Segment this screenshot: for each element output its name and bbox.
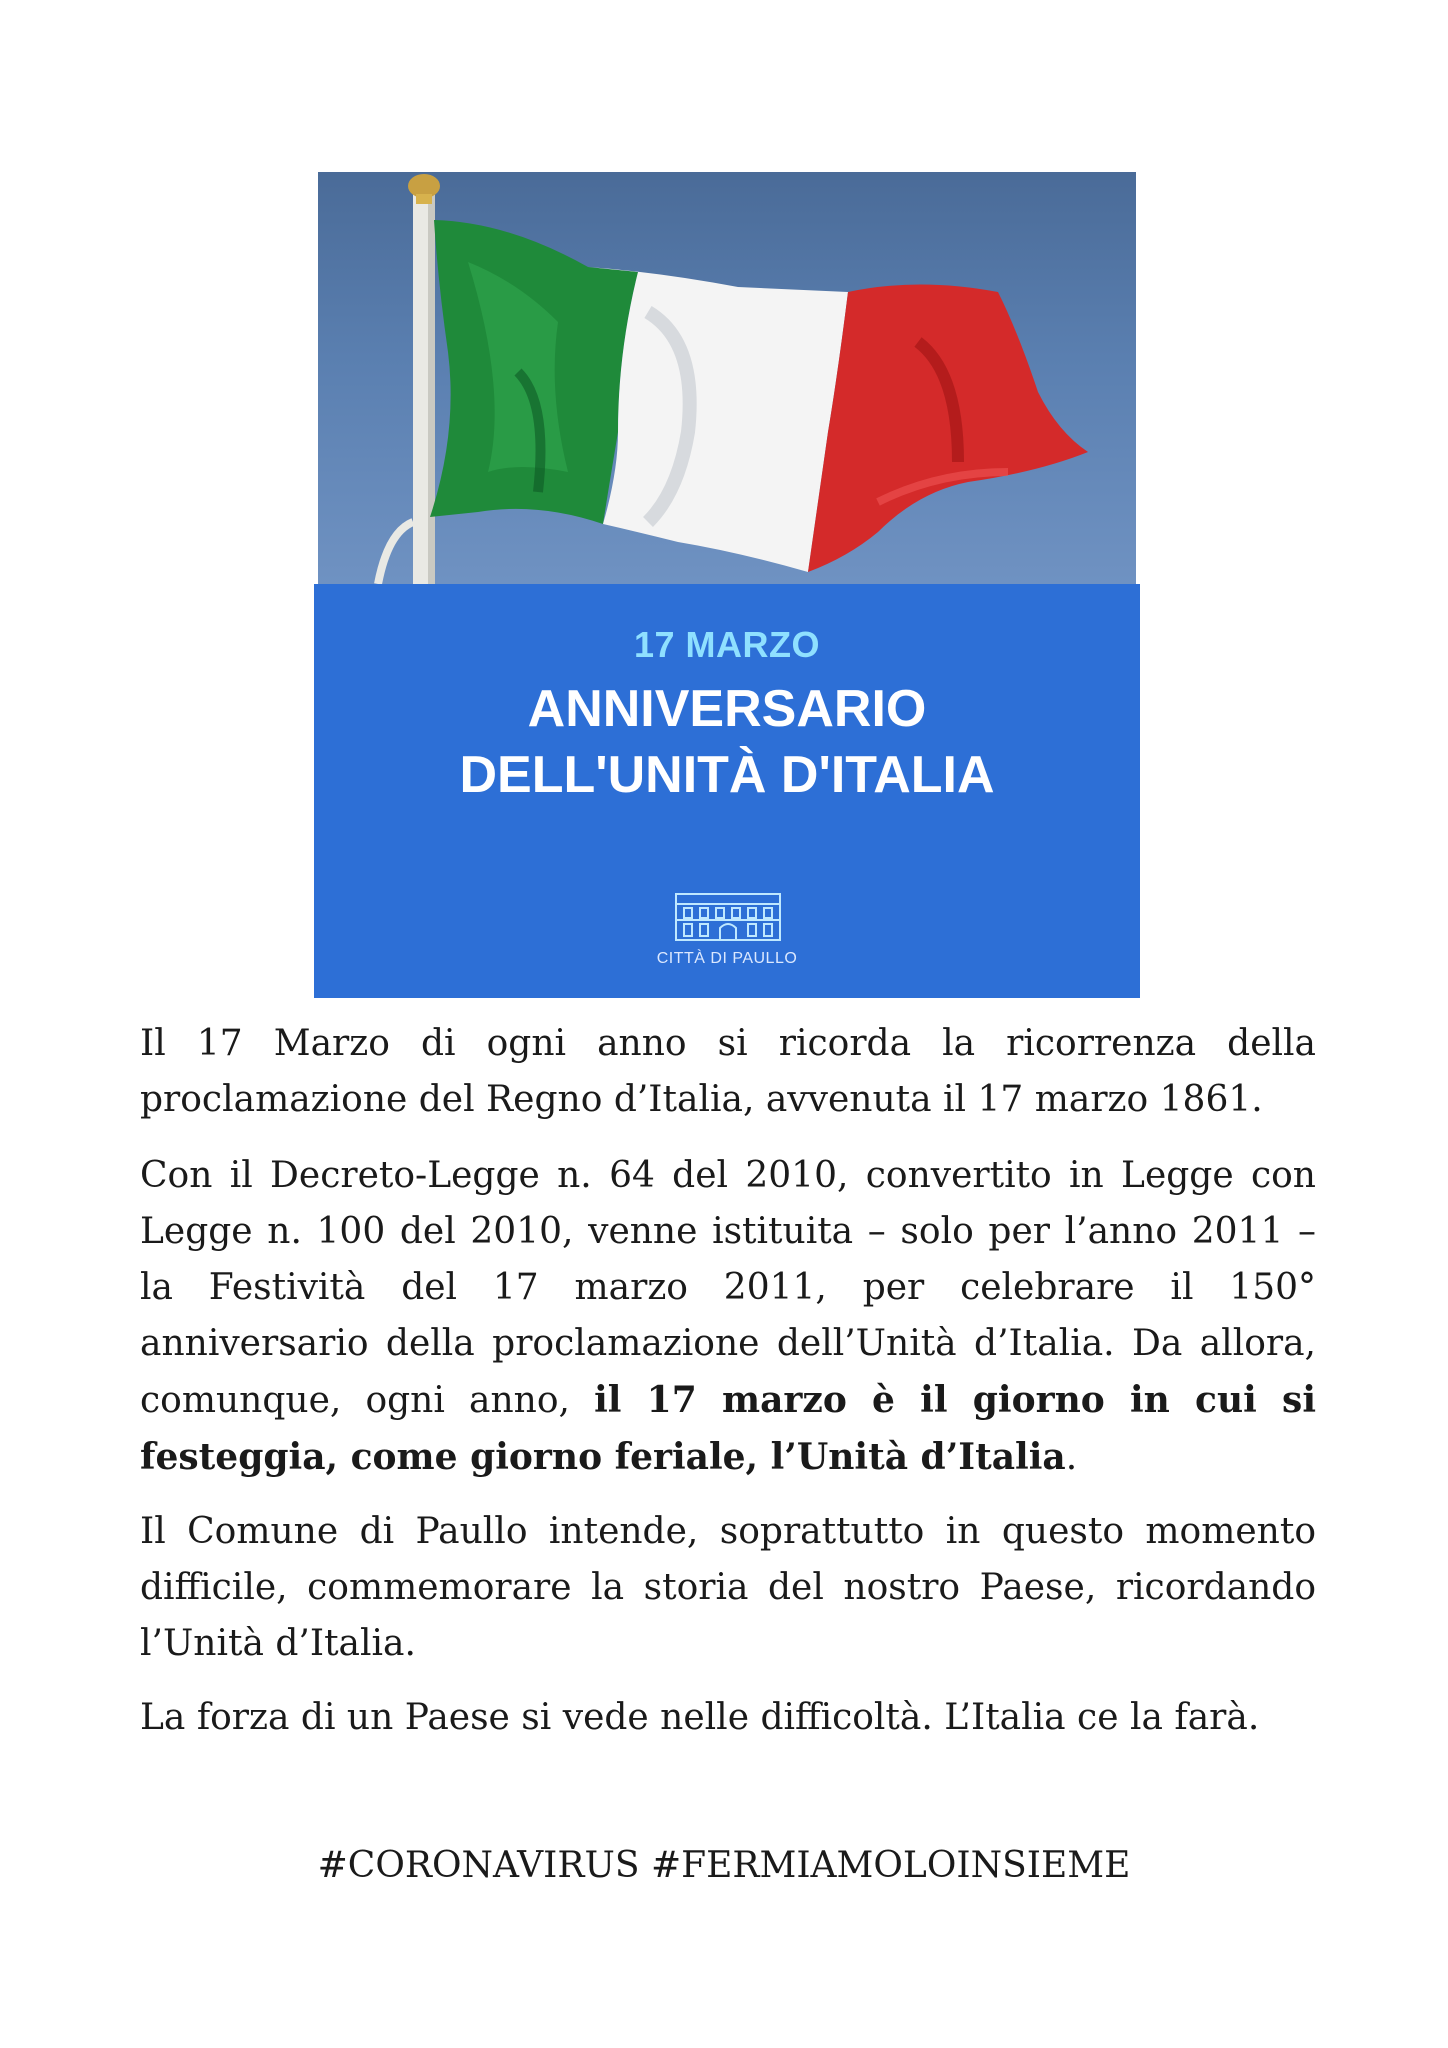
anniversary-banner bbox=[314, 584, 1140, 998]
paragraph-2-text bbox=[140, 1148, 1316, 1486]
paragraph-2-start: Con il Decreto-Legge n. 64 del 2010, convertito in Legge con Legge n. 100 del 2010, venne istituita – solo per l’anno 2011 – la Festività del 17 marzo 2011, per celebrare il 150° anniversario della proclamazione dell’Unità d’Italia. Da allora, comunque, ogni anno, bbox=[140, 1155, 1316, 1421]
paragraph-2-end: . bbox=[1065, 1437, 1078, 1478]
paragraph-3 bbox=[140, 1504, 1316, 1672]
flag-photo bbox=[318, 172, 1136, 584]
paragraph-1 bbox=[140, 1016, 1316, 1128]
italian-flag-icon bbox=[318, 172, 1136, 584]
banner-title-line1: ANNIVERSARIO bbox=[527, 680, 927, 738]
paragraph-1-text: Il 17 Marzo di ogni anno si ricorda la ricorrenza della proclamazione del Regno d’Italia, avvenuta il 17 marzo 1861. bbox=[140, 1023, 1316, 1120]
paragraph-4 bbox=[140, 1690, 1316, 1746]
banner-date: 17 MARZO bbox=[633, 624, 821, 665]
town-hall-icon bbox=[672, 888, 784, 944]
banner-title-line2: DELL'UNITÀ D'ITALIA bbox=[459, 746, 995, 804]
paragraph-4-text: La forza di un Paese si vede nelle difficoltà. L’Italia ce la farà. bbox=[140, 1697, 1260, 1738]
banner-title bbox=[314, 676, 1140, 808]
paragraph-2-bold: il 17 marzo è il giorno in cui si festeggia, come giorno feriale, l’Unità d’Italia bbox=[140, 1379, 1316, 1478]
paragraph-2 bbox=[140, 1148, 1316, 1486]
poster-image bbox=[314, 172, 1140, 998]
paragraph-3-text: Il Comune di Paullo intende, soprattutto in questo momento difficile, commemorare la storia del nostro Paese, ricordando l’Unità d’Italia. bbox=[140, 1511, 1316, 1664]
city-label: CITTÀ DI PAULLO bbox=[656, 950, 798, 967]
hashtags: #CORONAVIRUS #FERMIAMOLOINSIEME bbox=[317, 1845, 1131, 1886]
